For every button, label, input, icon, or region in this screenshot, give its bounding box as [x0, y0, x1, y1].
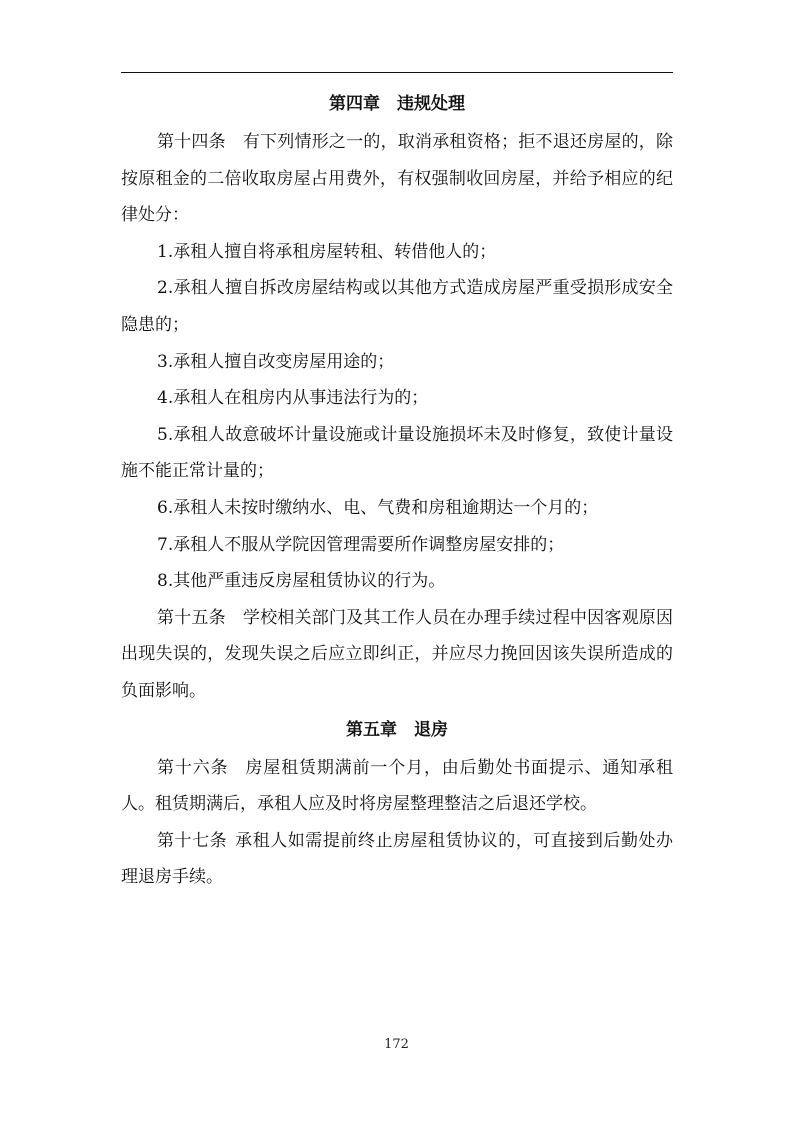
article-15-label: 第十五条 — [157, 607, 226, 628]
article-17 — [121, 823, 673, 896]
list-item: 4.承租人在租房内从事违法行为的； — [157, 388, 429, 409]
header-rule — [121, 72, 673, 73]
article-17-text: 承租人如需提前终止房屋租赁协议的，可直接到后勤处办理退房手续。 — [121, 830, 674, 888]
document-body — [121, 84, 673, 896]
list-item: 6.承租人未按时缴纳水、电、气费和房租逾期达一个月的； — [157, 497, 599, 518]
chapter-5-title: 第五章 退房 — [346, 719, 448, 740]
list-item: 5.承租人故意破坏计量设施或计量设施损坏未及时修复，致使计量设施不能正常计量的； — [121, 424, 673, 482]
list-item: 8.其他严重违反房屋租赁协议的行为。 — [157, 571, 446, 592]
article-17-label: 第十七条 — [157, 830, 228, 851]
chapter-4-title: 第四章 违规处理 — [329, 94, 465, 114]
article-14-label: 第十四条 — [157, 132, 226, 152]
article-16 — [121, 750, 673, 823]
page-number: 172 — [384, 1037, 409, 1052]
list-item: 2.承租人擅自拆改房屋结构或以其他方式造成房屋严重受损形成安全隐患的； — [121, 278, 673, 335]
article-16-text: 房屋租赁期满前一个月，由后勤处书面提示、通知承租人。租赁期满后，承租人应及时将房屋整理整洁之后退还学校。 — [121, 757, 674, 815]
list-item: 3.承租人擅自改变房屋用途的； — [157, 351, 395, 372]
article-14 — [121, 124, 673, 234]
article-14-text: 有下列情形之一的，取消承租资格；拒不退还房屋的，除按原租金的二倍收取房屋占用费外，有权强制收回房屋，并给予相应的纪律处分： — [121, 132, 674, 226]
list-item: 7.承租人不服从学院因管理需要所作调整房屋安排的； — [157, 534, 565, 555]
list-item: 1.承租人擅自将承租房屋转租、转借他人的； — [157, 241, 497, 262]
article-15 — [121, 600, 673, 710]
article-16-label: 第十六条 — [157, 757, 229, 778]
article-15-text: 学校相关部门及其工作人员在办理手续过程中因客观原因出现失误的，发现失误之后应立即纠正，并应尽力挽回因该失误所造成的负面影响。 — [121, 607, 674, 701]
